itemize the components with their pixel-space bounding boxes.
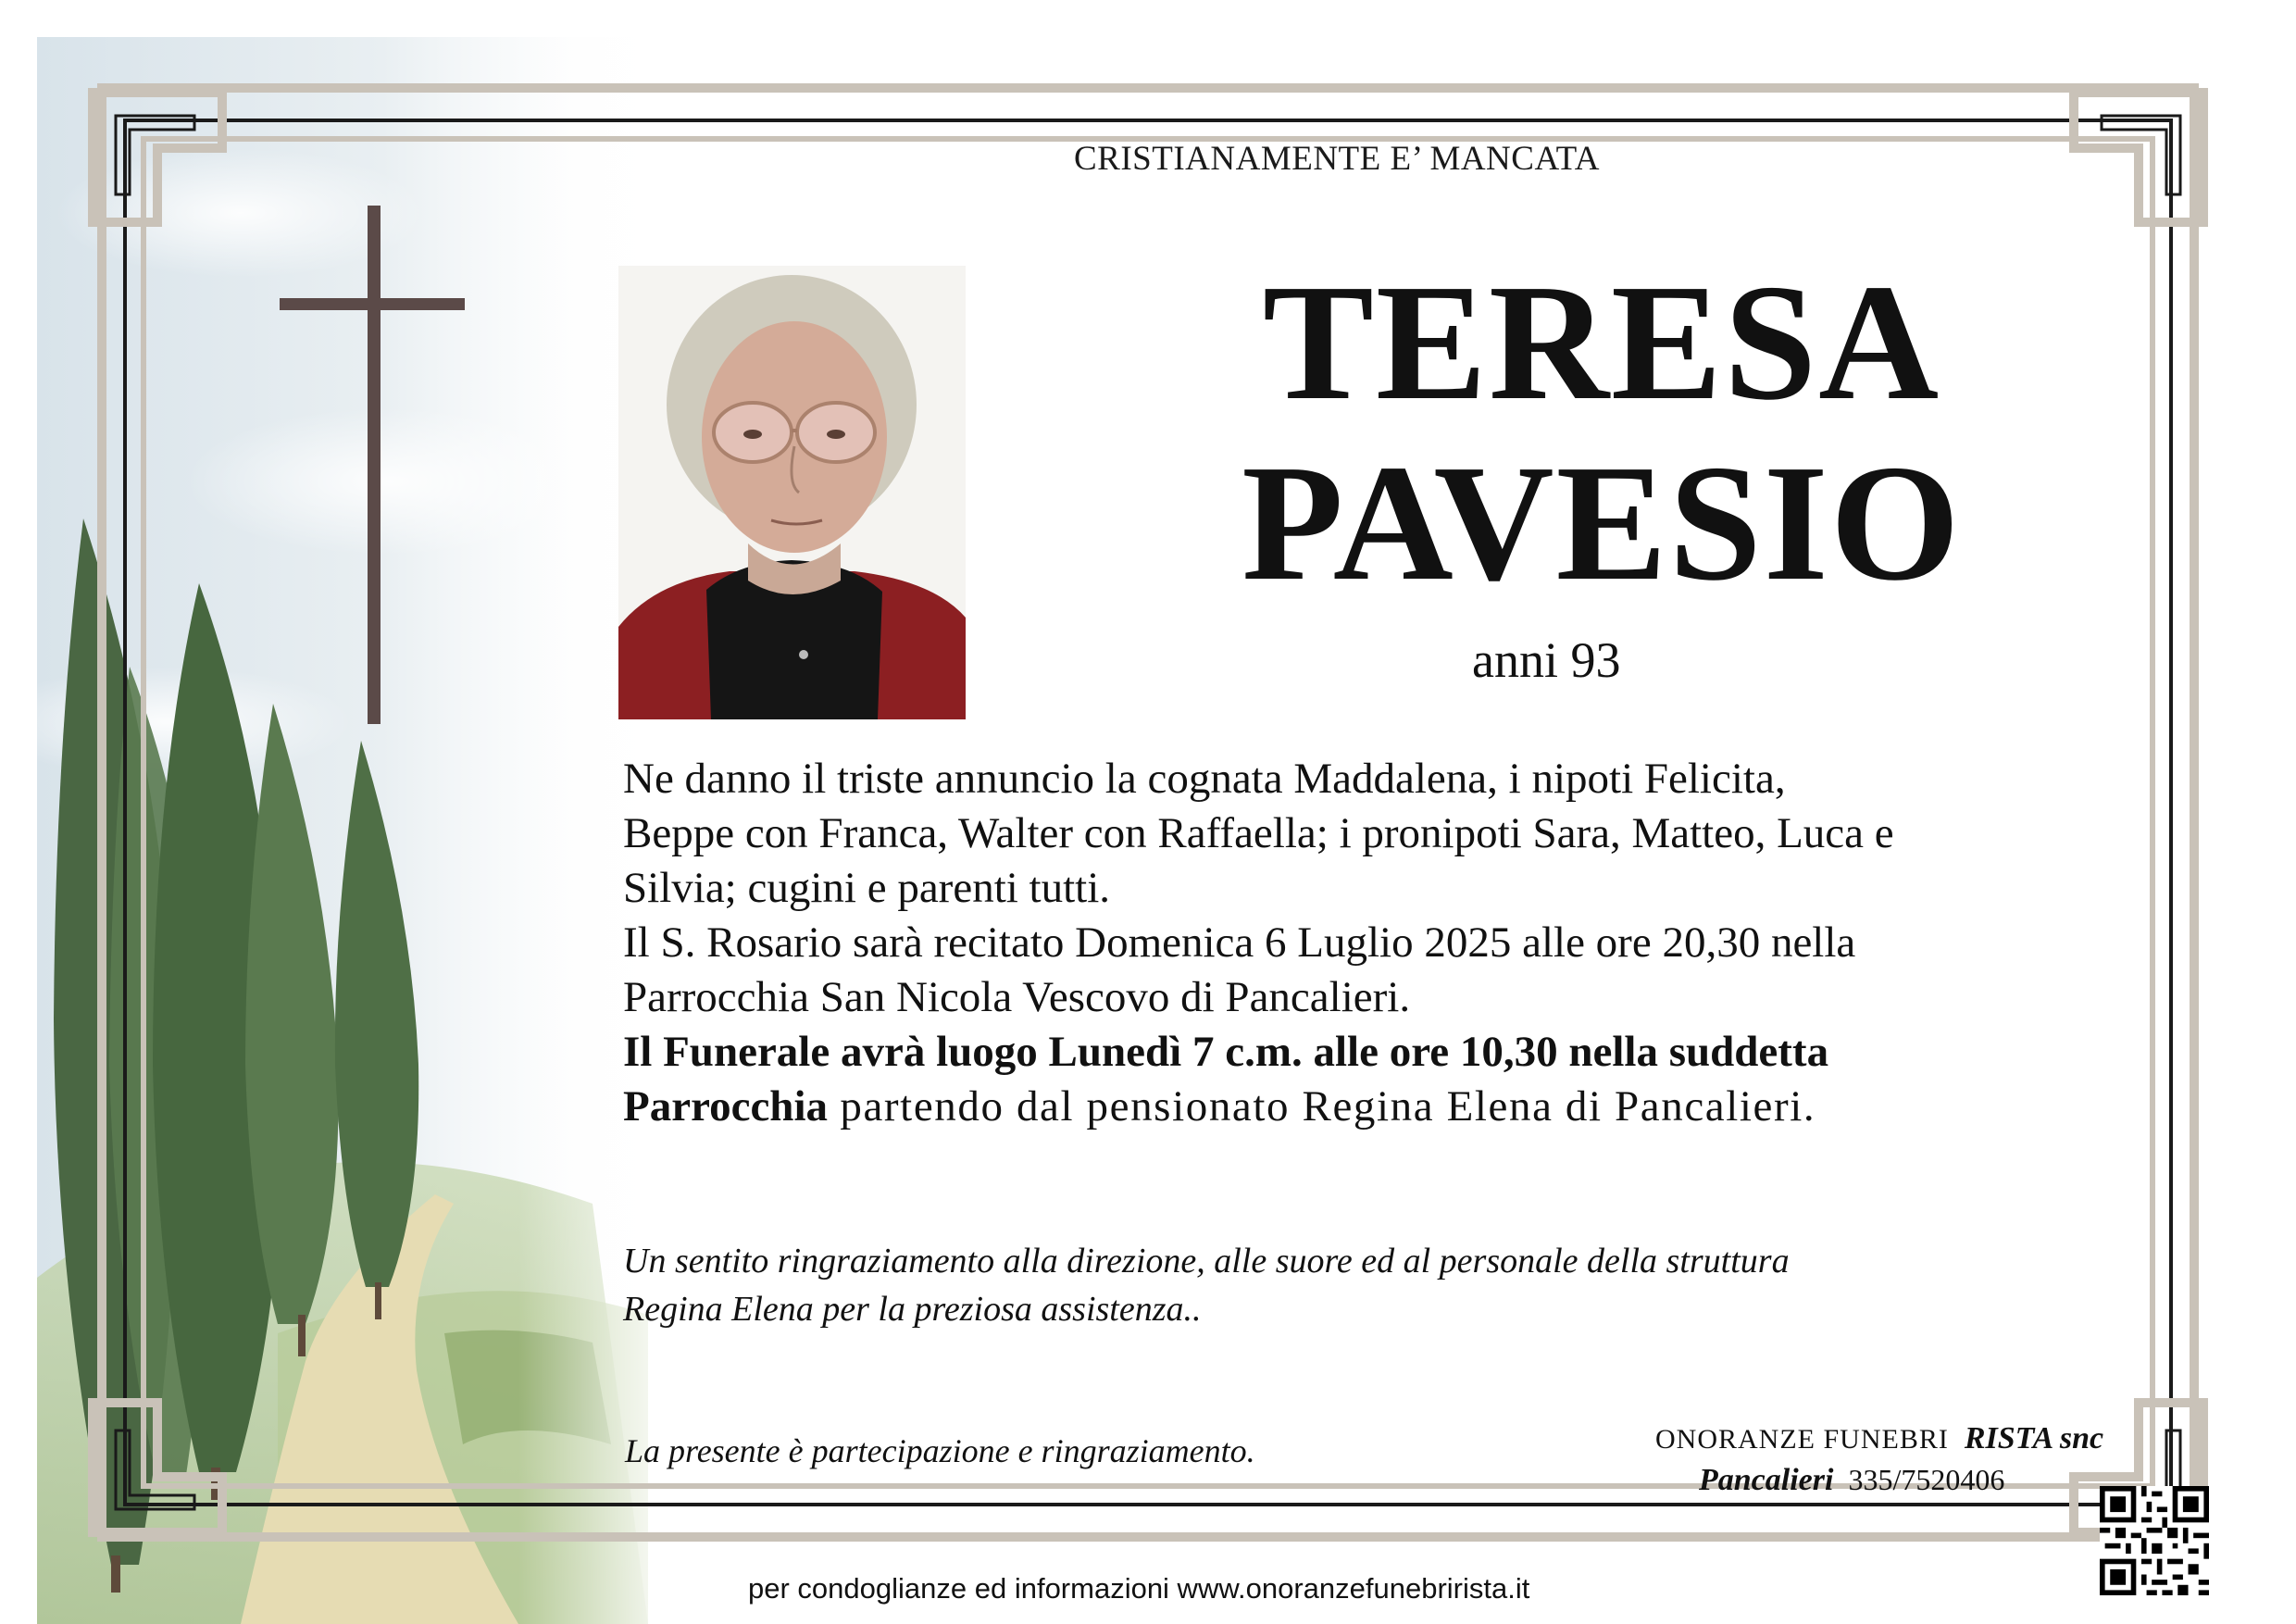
tree-trunk — [298, 1315, 306, 1356]
body-line: Beppe con Franca, Walter con Raffaella; i pronipoti Sara, Matteo, Luca e — [623, 809, 1894, 857]
departure-text: partendo dal pensionato Regina Elena di Pancalieri. — [828, 1082, 1816, 1131]
age: anni 93 — [1472, 632, 1621, 688]
tree-trunk — [111, 1555, 120, 1593]
thanks-line: Regina Elena per la preziosa assistenza.. — [623, 1290, 1202, 1329]
agency-title — [1655, 1421, 2103, 1456]
first-name: TERESA — [1262, 250, 1941, 434]
body-line: Ne danno il triste annuncio la cognata Maddalena, i nipoti Felicita, — [623, 755, 1786, 803]
agency-name: RISTA snc — [1964, 1421, 2104, 1455]
parish-word: Parrocchia — [623, 1082, 829, 1131]
condolences-footer: per condoglianze ed informazioni www.onoranzefunebrirista.it — [748, 1572, 1530, 1605]
body-line: Il S. Rosario sarà recitato Domenica 6 Luglio 2025 alle ore 20,30 nella — [623, 918, 1856, 967]
qr-code-icon[interactable] — [2100, 1486, 2209, 1595]
announcement-body — [623, 752, 2123, 1134]
portrait-photo — [618, 266, 966, 719]
agency-contact — [1699, 1463, 2004, 1498]
body-line: Parrocchia San Nicola Vescovo di Pancalieri. — [623, 973, 1411, 1021]
funeral-line: Il Funerale avrà luogo Lunedì 7 c.m. alle ore 10,30 nella suddetta — [623, 1028, 1829, 1076]
partecipazione-note: La presente è partecipazione e ringraziamento. — [625, 1432, 1255, 1469]
heading: CRISTIANAMENTE E’ MANCATA — [1074, 140, 1600, 178]
last-name: PAVESIO — [1242, 431, 1962, 615]
tree-trunk — [375, 1282, 381, 1319]
thanks-line: Un sentito ringraziamento alla direzione, alle suore ed al personale della struttura — [623, 1242, 1790, 1280]
thanks-note — [623, 1237, 2067, 1333]
agency-city: Pancalieri — [1699, 1463, 1834, 1497]
agency-prefix: ONORANZE FUNEBRI — [1655, 1424, 1949, 1455]
body-line: Silvia; cugini e parenti tutti. — [623, 864, 1111, 912]
funeral-line-continued — [623, 1080, 2123, 1134]
agency-phone: 335/7520406 — [1848, 1463, 2005, 1496]
